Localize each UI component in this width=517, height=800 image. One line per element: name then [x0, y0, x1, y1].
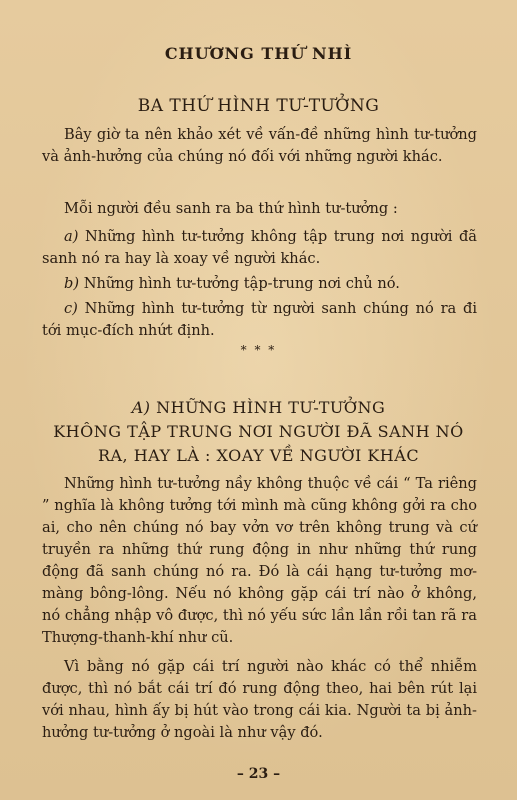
body-paragraph-2 [42, 656, 477, 744]
list-item-text: Những hình tư-tưởng tập-trung nơi chủ nó. [83, 275, 400, 292]
list-item-text: Những hình tư-tưởng từ người sanh chúng nó ra đi tới mục-đích nhứt định. [42, 300, 478, 339]
body-text: Vì bằng nó gặp cái trí người nào khác có thể nhiễm được, thì nó bắt cái trí đó rung động theo, hai bên rút lại với nhau, hình ấy bị hút vào trong cái kia. Người ta bị ảnh-hưởng tư-tưởng ở ngoài là như vậy đó. [42, 658, 477, 741]
lead-text: Mỗi người đều sanh ra ba thứ hình tư-tưởng : [64, 200, 398, 217]
section-title: BA THỨ HÌNH TƯ-TƯỞNG [137, 96, 380, 116]
subsection-marker: A) [131, 398, 151, 417]
list-item-a [42, 226, 477, 270]
list-item-marker: b) [64, 275, 80, 292]
list-item-c [42, 298, 477, 342]
list-item-b [42, 273, 477, 295]
lead-paragraph [42, 198, 477, 220]
list-item-marker: c) [64, 300, 78, 317]
subsection-heading-line-1 [0, 398, 517, 417]
list-item-text: Những hình tư-tưởng không tập trung nơi người đã sanh nó ra hay là xoay về người khác. [42, 228, 477, 267]
subsection-heading-line-3: RA, HAY LÀ : XOAY VỀ NGƯỜI KHÁC [97, 446, 420, 465]
subsection-heading-line-2: KHÔNG TẬP TRUNG NƠI NGƯỜI ĐÃ SANH NÓ [53, 422, 464, 441]
subsection-title: NHỮNG HÌNH TƯ-TƯỞNG [156, 398, 386, 417]
section-separator: * * * [240, 343, 277, 357]
chapter-title: CHƯƠNG THỨ NHÌ [164, 44, 353, 63]
list-item-marker: a) [64, 228, 79, 245]
page-number: – 23 – [236, 766, 281, 782]
intro-text: Bây giờ ta nên khảo xét về vấn-đề những hình tư-tưởng và ảnh-hưởng của chúng nó đối với những người khác. [42, 126, 477, 165]
body-text: Những hình tư-tưởng nầy không thuộc về cái “ Ta riêng ” nghĩa là không tưởng tới mình mà cũng không gởi ra cho ai, cho nên chúng nó bay vởn vơ trên không trung và cứ truyền ra những thứ rung động in như những thứ rung động đã sanh chúng nó ra. Đó là cái hạng tư-tưởng mơ-màng bông-lông. Nếu nó không gặp cái trí nào ở không, nó chẳng nhập vô được, thì nó yếu sức lần lần rồi tan rã ra Thượng-thanh-khí như cũ. [42, 475, 477, 646]
body-paragraph-1 [42, 473, 477, 649]
intro-paragraph [42, 124, 477, 168]
